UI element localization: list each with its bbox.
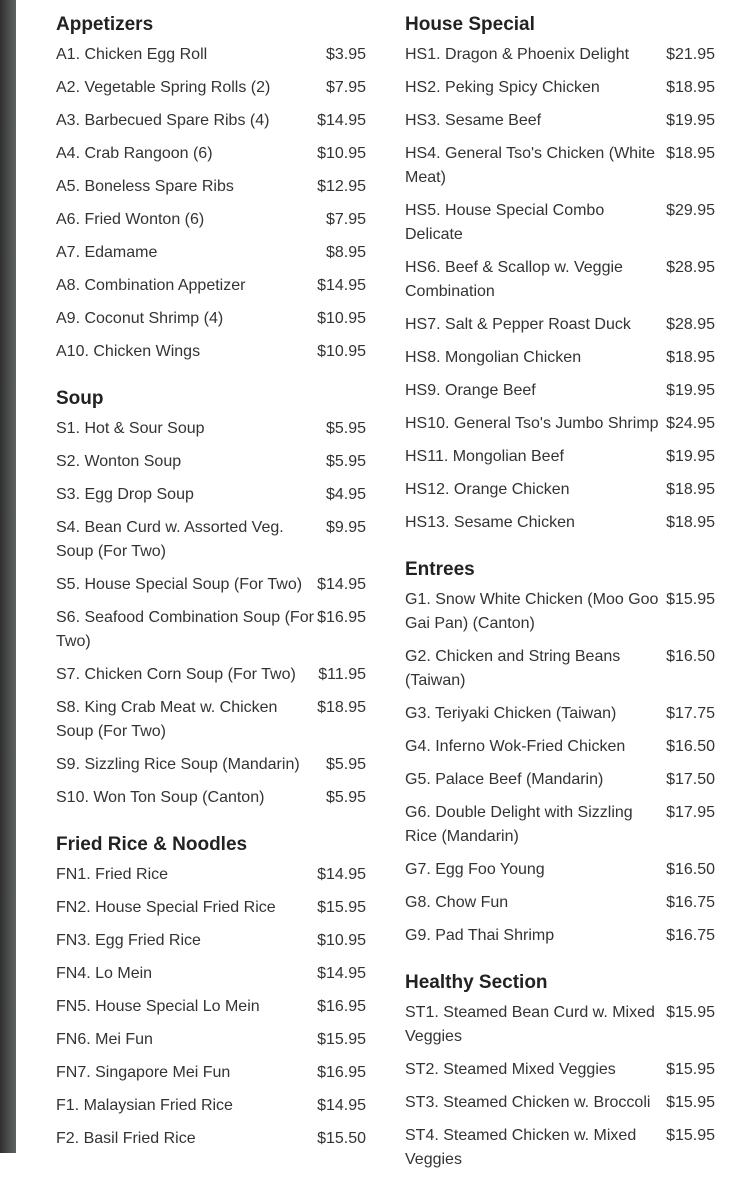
menu-item-name: G5. Palace Beef (Mandarin) (405, 771, 604, 788)
menu-item (56, 516, 366, 573)
menu-section-soup (56, 387, 366, 819)
menu-item-price: $16.95 (317, 998, 366, 1015)
menu-item-price: $28.95 (666, 316, 715, 333)
menu-item-price: $3.95 (325, 46, 366, 63)
menu-item (56, 307, 366, 340)
menu-item-name: G2. Chicken and String Beans (Taiwan) (405, 648, 621, 689)
menu-item-name: HS11. Mongolian Beef (405, 448, 564, 465)
menu-item-price: $8.95 (325, 244, 366, 261)
menu-item (56, 208, 366, 241)
menu-item (56, 483, 366, 516)
menu-item-price: $16.50 (666, 648, 715, 665)
section-title: Healthy Section (405, 972, 548, 993)
menu-item-price: $15.95 (666, 1061, 715, 1078)
menu-item-name: S2. Wonton Soup (56, 453, 182, 470)
menu-item (56, 753, 366, 786)
menu-item (405, 256, 715, 313)
menu-item-name: HS2. Peking Spicy Chicken (405, 79, 600, 96)
menu-item-name: ST2. Steamed Mixed Veggies (405, 1061, 616, 1078)
menu-item-price: $10.95 (317, 932, 366, 949)
menu-item (56, 962, 366, 995)
menu-item (56, 1061, 366, 1094)
menu-item-name: G9. Pad Thai Shrimp (405, 927, 555, 944)
menu-section-fried-rice-noodles (56, 833, 366, 1160)
menu-item-price: $5.95 (325, 756, 366, 773)
menu-section-entrees (405, 558, 715, 957)
menu-item (405, 1058, 715, 1091)
menu-item-name: HS1. Dragon & Phoenix Delight (405, 46, 630, 63)
menu-item-price: $14.95 (317, 112, 366, 129)
menu-item (56, 1094, 366, 1127)
menu-item-price: $16.75 (666, 894, 715, 911)
menu-item-price: $16.75 (666, 927, 715, 944)
menu-item (56, 929, 366, 962)
menu-item (405, 346, 715, 379)
menu-item (56, 606, 366, 663)
menu-item (405, 1091, 715, 1124)
menu-item-price: $10.95 (317, 145, 366, 162)
menu-item (56, 76, 366, 109)
menu-section-house-special (405, 13, 715, 544)
menu-item-name: ST4. Steamed Chicken w. Mixed Veggies (405, 1127, 637, 1168)
menu-item-name: HS6. Beef & Scallop w. Veggie Combination (405, 259, 623, 300)
menu-item-name: A8. Combination Appetizer (56, 277, 246, 294)
menu-item (56, 863, 366, 896)
menu-item-price: $15.95 (666, 1127, 715, 1144)
menu-item-price: $17.75 (666, 705, 715, 722)
left-edge-strip (0, 0, 16, 1153)
menu-item-name: F1. Malaysian Fried Rice (56, 1097, 233, 1114)
menu-item-name: S8. King Crab Meat w. Chicken Soup (For Two) (56, 699, 278, 740)
menu-item-price: $5.95 (325, 453, 366, 470)
menu-item (405, 891, 715, 924)
menu-item (405, 43, 715, 76)
menu-item (405, 379, 715, 412)
menu-item-price: $18.95 (666, 481, 715, 498)
menu-item-name: A6. Fried Wonton (6) (56, 211, 205, 228)
menu-item-price: $17.95 (666, 804, 715, 821)
menu-item-name: F2. Basil Fried Rice (56, 1130, 196, 1147)
menu-item-name: HS9. Orange Beef (405, 382, 536, 399)
menu-item-price: $18.95 (666, 514, 715, 531)
menu-item (405, 588, 715, 645)
menu-item-price: $14.95 (317, 965, 366, 982)
menu-item (405, 412, 715, 445)
menu-item (405, 645, 715, 702)
menu-item-price: $29.95 (666, 202, 715, 219)
menu-item-name: S9. Sizzling Rice Soup (Mandarin) (56, 756, 300, 773)
menu-item-name: G3. Teriyaki Chicken (Taiwan) (405, 705, 617, 722)
menu-item-name: FN2. House Special Fried Rice (56, 899, 276, 916)
menu-item (405, 76, 715, 109)
menu-item-name: HS7. Salt & Pepper Roast Duck (405, 316, 631, 333)
menu-item-price: $10.95 (317, 343, 366, 360)
menu-item (56, 786, 366, 819)
menu-item (405, 313, 715, 346)
menu-item-name: FN1. Fried Rice (56, 866, 169, 883)
section-title: Soup (56, 388, 104, 409)
menu-item-price: $12.95 (317, 178, 366, 195)
menu-item-name: A9. Coconut Shrimp (4) (56, 310, 224, 327)
menu-item-price: $16.95 (317, 609, 366, 626)
menu-item-price: $17.50 (666, 771, 715, 788)
menu-item-price: $5.95 (325, 420, 366, 437)
menu-item (405, 199, 715, 256)
menu-item-price: $18.95 (317, 699, 366, 716)
menu-item (56, 573, 366, 606)
menu-item-name: FN5. House Special Lo Mein (56, 998, 260, 1015)
menu-item-price: $19.95 (666, 448, 715, 465)
menu-item (56, 995, 366, 1028)
menu-item-price: $18.95 (666, 79, 715, 96)
section-title: Fried Rice & Noodles (56, 834, 248, 855)
menu-item-name: G7. Egg Foo Young (405, 861, 545, 878)
menu-item (56, 274, 366, 307)
menu-item-name: G6. Double Delight with Sizzling Rice (Mandarin) (405, 804, 633, 845)
menu-item-name: G8. Chow Fun (405, 894, 509, 911)
menu-item-name: FN6. Mei Fun (56, 1031, 153, 1048)
menu-item-price: $14.95 (317, 277, 366, 294)
menu-item-name: S3. Egg Drop Soup (56, 486, 194, 503)
menu-item (56, 175, 366, 208)
menu-item-name: S1. Hot & Sour Soup (56, 420, 205, 437)
menu-item-price: $15.95 (666, 1004, 715, 1021)
menu-item-price: $16.50 (666, 738, 715, 755)
menu-item-price: $14.95 (317, 576, 366, 593)
menu-item (405, 445, 715, 478)
menu-item (405, 142, 715, 199)
menu-item-name: FN3. Egg Fried Rice (56, 932, 201, 949)
menu-item-price: $14.95 (317, 1097, 366, 1114)
menu-item-name: HS5. House Special Combo Delicate (405, 202, 605, 243)
menu-item (56, 241, 366, 274)
menu-item-name: A3. Barbecued Spare Ribs (4) (56, 112, 270, 129)
menu-item-name: HS10. General Tso's Jumbo Shrimp (405, 415, 659, 432)
menu-item (56, 417, 366, 450)
menu-item-name: S7. Chicken Corn Soup (For Two) (56, 666, 296, 683)
menu-item-price: $19.95 (666, 112, 715, 129)
menu-item (405, 511, 715, 544)
menu-item-price: $15.95 (666, 591, 715, 608)
menu-item-price: $7.95 (325, 79, 366, 96)
menu-item-price: $15.95 (317, 899, 366, 916)
menu-column-left (56, 0, 366, 1174)
menu-item (56, 1127, 366, 1160)
menu-column-right (405, 0, 715, 1195)
menu-item (56, 896, 366, 929)
menu-item-name: A4. Crab Rangoon (6) (56, 145, 213, 162)
menu-item (405, 858, 715, 891)
menu-item (405, 735, 715, 768)
menu-item-name: G4. Inferno Wok-Fried Chicken (405, 738, 626, 755)
menu-item-price: $21.95 (666, 46, 715, 63)
menu-item (405, 702, 715, 735)
menu-item-name: A2. Vegetable Spring Rolls (2) (56, 79, 271, 96)
menu-section-healthy (405, 971, 715, 1181)
menu-item (405, 1001, 715, 1058)
section-title: Entrees (405, 559, 475, 580)
menu-item (56, 663, 366, 696)
menu-item-name: A10. Chicken Wings (56, 343, 201, 360)
menu-item (56, 142, 366, 175)
menu-item-price: $5.95 (325, 789, 366, 806)
menu-item (405, 478, 715, 511)
menu-item-price: $18.95 (666, 145, 715, 162)
menu-item-price: $24.95 (666, 415, 715, 432)
menu-item-name: G1. Snow White Chicken (Moo Goo Gai Pan) (Canton) (405, 591, 659, 632)
menu-item-name: S6. Seafood Combination Soup (For Two) (56, 609, 314, 650)
menu-item-name: HS13. Sesame Chicken (405, 514, 575, 531)
menu-item-price: $4.95 (325, 486, 366, 503)
menu-item-name: FN4. Lo Mein (56, 965, 153, 982)
menu-item-name: HS8. Mongolian Chicken (405, 349, 582, 366)
menu-item-name: ST1. Steamed Bean Curd w. Mixed Veggies (405, 1004, 655, 1045)
menu-item-price: $16.95 (317, 1064, 366, 1081)
menu-item-price: $15.95 (666, 1094, 715, 1111)
menu-item-price: $14.95 (317, 866, 366, 883)
menu-item (405, 924, 715, 957)
menu-item (56, 109, 366, 142)
section-title: House Special (405, 14, 535, 35)
menu-item-price: $28.95 (666, 259, 715, 276)
section-title: Appetizers (56, 14, 154, 35)
menu-item-price: $15.50 (317, 1130, 366, 1147)
menu-item-name: ST3. Steamed Chicken w. Broccoli (405, 1094, 651, 1111)
menu-item-name: S4. Bean Curd w. Assorted Veg. Soup (For Two) (56, 519, 284, 560)
menu-item-name: HS4. General Tso's Chicken (White Meat) (405, 145, 655, 186)
menu-item-price: $9.95 (325, 519, 366, 536)
menu-item (56, 450, 366, 483)
menu-item-price: $16.50 (666, 861, 715, 878)
menu-item-name: HS12. Orange Chicken (405, 481, 570, 498)
menu-item-name: A7. Edamame (56, 244, 158, 261)
menu-item-price: $7.95 (325, 211, 366, 228)
menu-item (56, 696, 366, 753)
menu-item-price: $15.95 (317, 1031, 366, 1048)
menu-item-name: S5. House Special Soup (For Two) (56, 576, 303, 593)
menu-item (405, 801, 715, 858)
menu-item-name: S10. Won Ton Soup (Canton) (56, 789, 265, 806)
menu-item (56, 43, 366, 76)
menu-item-name: A5. Boneless Spare Ribs (56, 178, 234, 195)
menu-item-name: A1. Chicken Egg Roll (56, 46, 208, 63)
menu-item-price: $11.95 (318, 666, 366, 683)
menu-item (405, 768, 715, 801)
menu-section-appetizers (56, 13, 366, 373)
menu-item (56, 1028, 366, 1061)
menu-item-price: $18.95 (666, 349, 715, 366)
menu-item-price: $10.95 (317, 310, 366, 327)
menu-item (405, 109, 715, 142)
menu-item-name: HS3. Sesame Beef (405, 112, 542, 129)
menu-item-name: FN7. Singapore Mei Fun (56, 1064, 231, 1081)
menu-item (56, 340, 366, 373)
menu-item-price: $19.95 (666, 382, 715, 399)
